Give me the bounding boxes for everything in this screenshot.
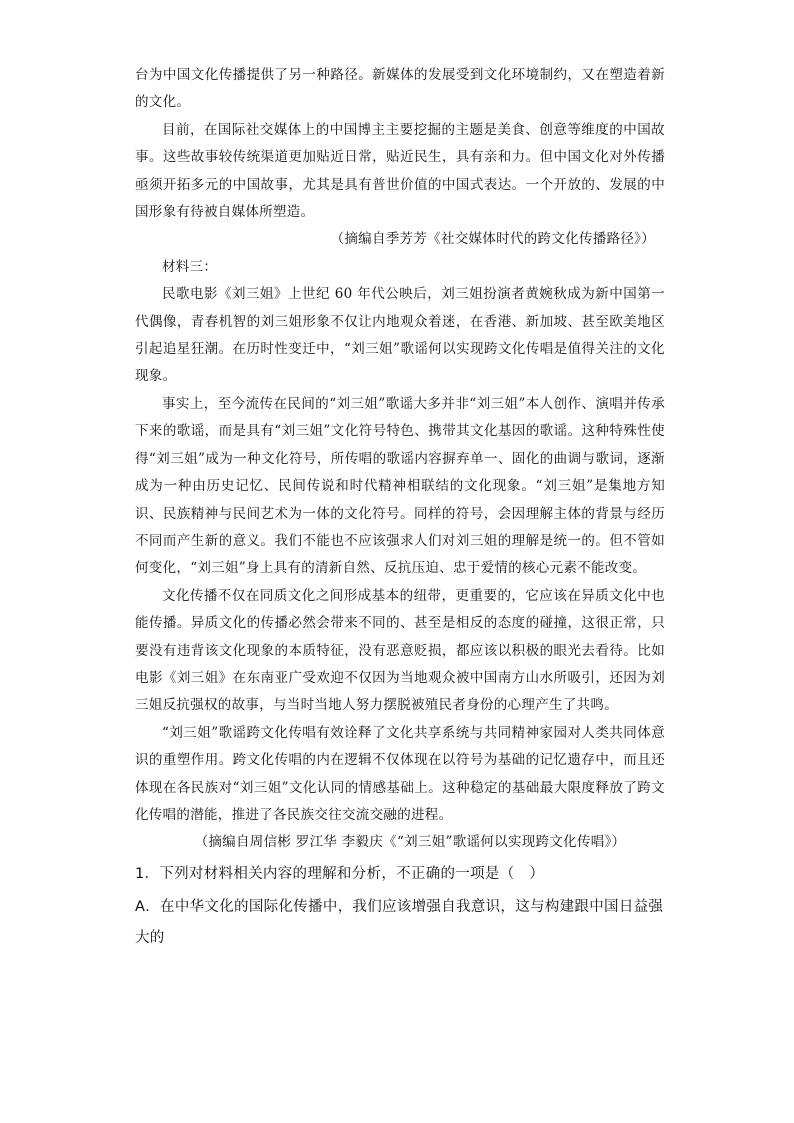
- document-body: [135, 62, 665, 954]
- source-citation-2: （摘编自季芳芳《社交媒体时代的跨文化传播路径》）: [330, 231, 655, 248]
- paragraph-5: 文化传播不仅在同质文化之间形成基本的纽带，更重要的，它应该在异质文化中也能传播。异质文化的传播必然会带来不同的、甚至是相反的态度的碰撞，这很正常，只要没有违背该文化现象的本质特征，没有恶意贬损，都应该以积极的眼光去看待。比如电影《刘三姐》在东南亚广受欢迎不仅因为当地观众被中国南方山水所吸引，还因为刘三姐反抗强权的故事，与当时当地人努力摆脱被殖民者身份的心理产生了共鸣。: [135, 587, 665, 714]
- paragraph-6: “刘三姐”歌谣跨文化传唱有效诠释了文化共享系统与共同精神家园对人类共同体意识的重塑作用。跨文化传唱的内在逻辑不仅体现在以符号为基础的记忆遗存中，而且还体现在各民族对“刘三姐”文化认同的情感基础上。这种稳定的基础最大限度释放了跨文化传唱的潜能，推进了各民族交往交流交融的进程。: [135, 724, 665, 823]
- paragraph-1: 台为中国文化传播提供了另一种路径。新媒体的发展受到文化环境制约，又在塑造着新的文化。: [135, 67, 665, 111]
- paragraph-4: 事实上，至今流传在民间的“刘三姐”歌谣大多并非“刘三姐”本人创作、演唱并传承下来的歌谣，而是具有“刘三姐”文化符号特色、携带其文化基因的歌谣。这种特殊性使得“刘三姐”成为一种文化符号，所传唱的歌谣内容摒弃单一、固化的曲调与歌词，逐渐成为一种由历史记忆、民间传说和时代精神相联结的文化现象。“刘三姐”是集地方知识、民族精神与民间艺术为一体的文化符号。同样的符号，会因理解主体的背景与经历不同而产生新的意义。我们不能也不应该强求人们对刘三姐的理解是统一的。但不管如何变化，“刘三姐”身上具有的清新自然、反抗压迫、忠于爱情的核心元素不能改变。: [135, 395, 665, 577]
- paragraph-2: 目前，在国际社交媒体上的中国博主主要挖掘的主题是美食、创意等维度的中国故事。这些故事较传统渠道更加贴近日常，贴近民生，具有亲和力。但中国文化对外传播亟须开拓多元的中国故事，尤其是具有普世价值的中国式表达。一个开放的、发展的中国形象有待被自媒体所塑造。: [135, 121, 665, 221]
- paragraph-3: 民歌电影《刘三姐》上世纪 60 年代公映后，刘三姐扮演者黄婉秋成为新中国第一代偶像，青春机智的刘三姐形象不仅让内地观众着迷，在香港、新加坡、甚至欧美地区引起追星狂潮。在历时性变迁中，“刘三姐”歌谣何以实现跨文化传唱是值得关注的文化现象。: [135, 286, 665, 385]
- source-citation-3: （摘编自周信彬 罗江华 李毅庆《“刘三姐”歌谣何以实现跨文化传唱》）: [194, 834, 626, 851]
- question-1-option-a: A．在中华文化的国际化传播中，我们应该增强自我意识，这与构建跟中国日益强大的: [135, 898, 664, 946]
- question-1: 1．下列对材料相关内容的理解和分析，不正确的一项是（ ）: [135, 865, 545, 882]
- material-3-label: 材料三：: [162, 258, 218, 275]
